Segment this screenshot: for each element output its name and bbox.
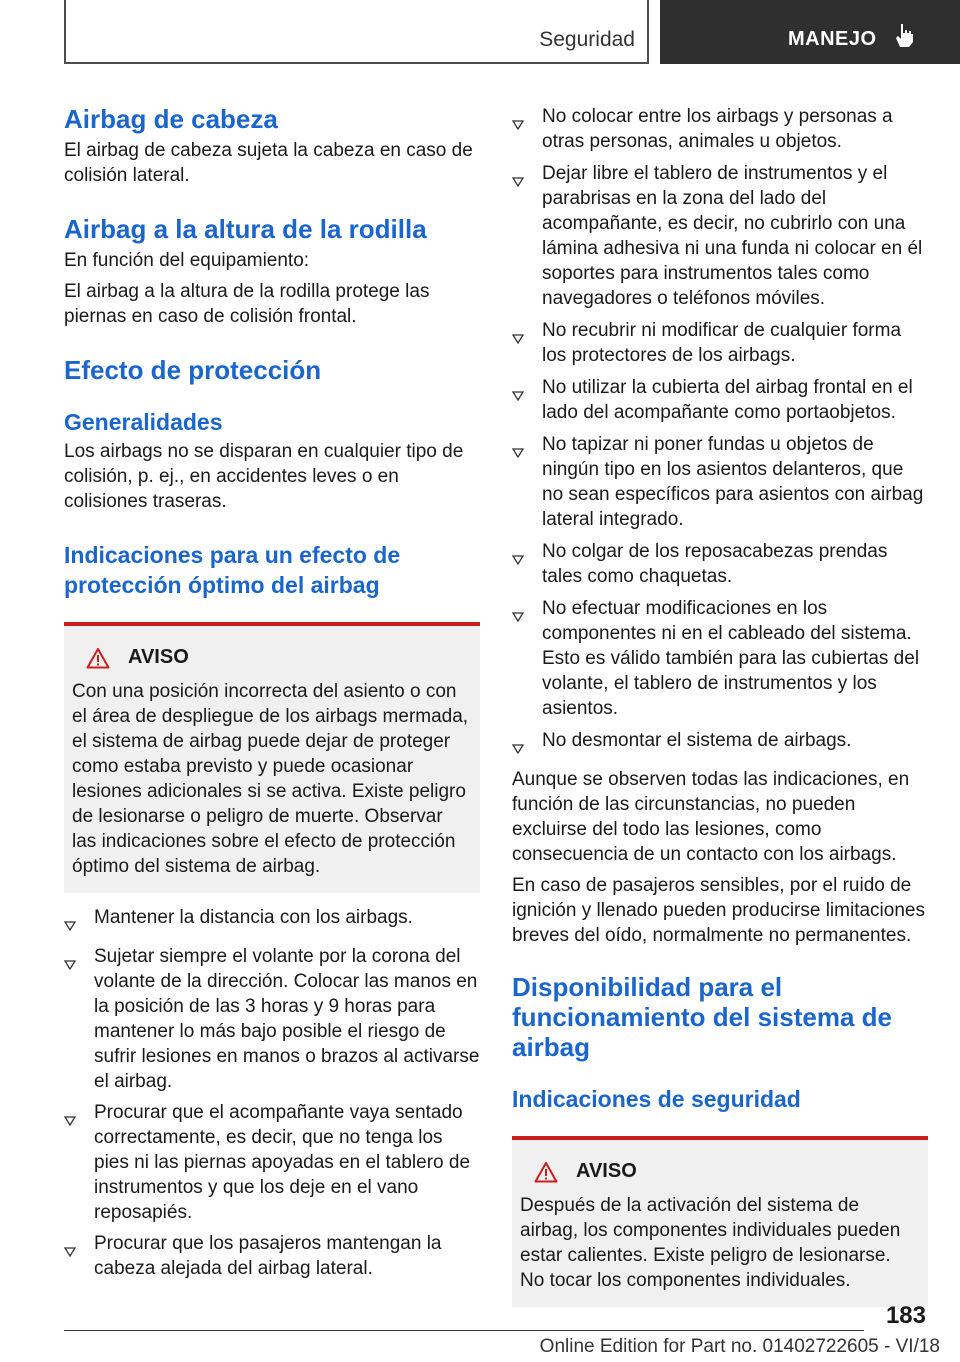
warning-header (86, 646, 472, 669)
warning-title: AVISO (128, 646, 189, 668)
heading-indicaciones-seguridad: Indicaciones de seguridad (512, 1086, 801, 1112)
list-item (512, 318, 928, 368)
heading-generalidades: Generalidades (64, 409, 223, 435)
page-number: 183 (885, 1302, 926, 1329)
warning-header (534, 1160, 920, 1183)
edition-footer: Online Edition for Part no. 01402722605 - VI/18 (539, 1336, 940, 1357)
triangle-bullet-icon (512, 375, 542, 425)
footer-divider (64, 1330, 864, 1331)
list-item-text: Procurar que los pasajeros mantengan la cabeza alejada del airbag lateral. (94, 1233, 442, 1279)
heading-airbag-rodilla: Airbag a la altura de la rodilla (64, 214, 427, 244)
warning-box-activacion (512, 1136, 928, 1307)
list-item-text: Mantener la distancia con los airbags. (94, 907, 413, 928)
warning-box-posicion (64, 622, 480, 893)
triangle-bullet-icon (64, 1100, 94, 1225)
list-item-text: No efectuar modificaciones en los componentes ni en el cableado del sistema. Esto es válido también para las cubiertas del volante, el tablero de instrumentos y los asientos. (542, 598, 920, 719)
heading-disponibilidad: Disponibilidad para el funcionamiento del sistema de airbag (512, 972, 892, 1062)
warning-text: Con una posición incorrecta del asiento o con el área de despliegue de los airbags mermada, el sistema de airbag puede dejar de proteger como estaba previsto y puede ocasionar lesiones adicionales si se activa. Existe peligro de lesionarse o peligro de muerte. Observar las indicaciones sobre el efecto de protección óptimo del sistema de airbag. (72, 681, 469, 877)
list-item-text: No colgar de los reposacabezas prendas tales como chaquetas. (542, 541, 888, 587)
triangle-bullet-icon (512, 539, 542, 589)
list-item-text: Procurar que el acompañante vaya sentado correctamente, es decir, que no tenga los pies ni las piernas apoyadas en el tablero de instrumentos y que los deje en el vano reposapiés. (94, 1102, 471, 1223)
list-item-text: No tapizar ni poner fundas u objetos de ningún tipo en los asientos delanteros, que no sean específicos para asientos con airbag lateral integrado. (542, 434, 924, 530)
hand-pointer-icon (894, 22, 916, 53)
header-tab-manejo[interactable] (660, 0, 960, 64)
paragraph-rodilla: El airbag a la altura de la rodilla protege las piernas en caso de colisión frontal. (64, 281, 430, 327)
list-item (512, 539, 928, 589)
triangle-bullet-icon (512, 596, 542, 721)
warning-triangle-icon (534, 1161, 558, 1183)
triangle-bullet-icon (512, 161, 542, 311)
triangle-bullet-icon (64, 944, 94, 1094)
list-item (64, 1231, 480, 1281)
triangle-bullet-icon (512, 104, 542, 154)
bullet-list-left (64, 905, 480, 1281)
heading-indicaciones-efecto: Indicaciones para un efecto de protección óptimo del airbag (64, 542, 401, 598)
list-item-text: No desmontar el sistema de airbags. (542, 730, 852, 751)
paragraph-airbag-cabeza: El airbag de cabeza sujeta la cabeza en caso de colisión lateral. (64, 140, 473, 186)
heading-airbag-cabeza: Airbag de cabeza (64, 104, 278, 134)
triangle-bullet-icon (512, 432, 542, 532)
list-item (64, 944, 480, 1094)
bullet-list-right (512, 104, 928, 761)
header-section-title: Seguridad (539, 28, 635, 51)
paragraph-pasajeros-sensibles: En caso de pasajeros sensibles, por el ruido de ignición y llenado pueden producirse limitaciones breves del oído, normalmente no permanentes. (512, 875, 925, 946)
triangle-bullet-icon (512, 728, 542, 761)
list-item-text: No utilizar la cubierta del airbag frontal en el lado del acompañante como portaobjetos. (542, 377, 913, 423)
paragraph-rodilla-equipamiento: En función del equipamiento: (64, 250, 310, 271)
list-item (512, 432, 928, 532)
paragraph-aunque: Aunque se observen todas las indicaciones, en función de las circunstancias, no pueden excluirse del todo las lesiones, como consecuencia de un contacto con los airbags. (512, 769, 910, 865)
list-item-text: Dejar libre el tablero de instrumentos y el parabrisas en la zona del lado del acompañante, es decir, no cubrirlo con una lámina adhesiva ni una funda ni colocar en él soportes para instrumentos tales como navegadores o teléfonos móviles. (542, 163, 923, 309)
list-item-text: No recubrir ni modificar de cualquier forma los protectores de los airbags. (542, 320, 902, 366)
warning-text: Después de la activación del sistema de airbag, los componentes individuales pueden estar calientes. Existe peligro de lesionarse. No tocar los componentes individuales. (520, 1195, 901, 1291)
list-item (512, 596, 928, 721)
list-item (64, 905, 480, 938)
triangle-bullet-icon (64, 1231, 94, 1281)
header-tab-label: MANEJO (788, 28, 877, 50)
list-item-text: No colocar entre los airbags y personas a otras personas, animales u objetos. (542, 106, 893, 152)
list-item (512, 161, 928, 311)
warning-title: AVISO (576, 1160, 637, 1182)
heading-efecto-proteccion: Efecto de protección (64, 355, 322, 385)
left-column (64, 100, 480, 1281)
list-item (64, 1100, 480, 1225)
list-item (512, 728, 928, 761)
paragraph-generalidades: Los airbags no se disparan en cualquier tipo de colisión, p. ej., en accidentes leves o en colisiones traseras. (64, 441, 464, 512)
list-item-text: Sujetar siempre el volante por la corona del volante de la dirección. Colocar las manos en la posición de las 3 horas y 9 horas para mantener lo más bajo posible el riesgo de sufrir lesiones en manos o brazos al activarse el airbag. (94, 946, 480, 1092)
triangle-bullet-icon (512, 318, 542, 368)
right-column (512, 104, 928, 1307)
warning-triangle-icon (86, 647, 110, 669)
list-item (512, 375, 928, 425)
list-item (512, 104, 928, 154)
triangle-bullet-icon (64, 905, 94, 938)
